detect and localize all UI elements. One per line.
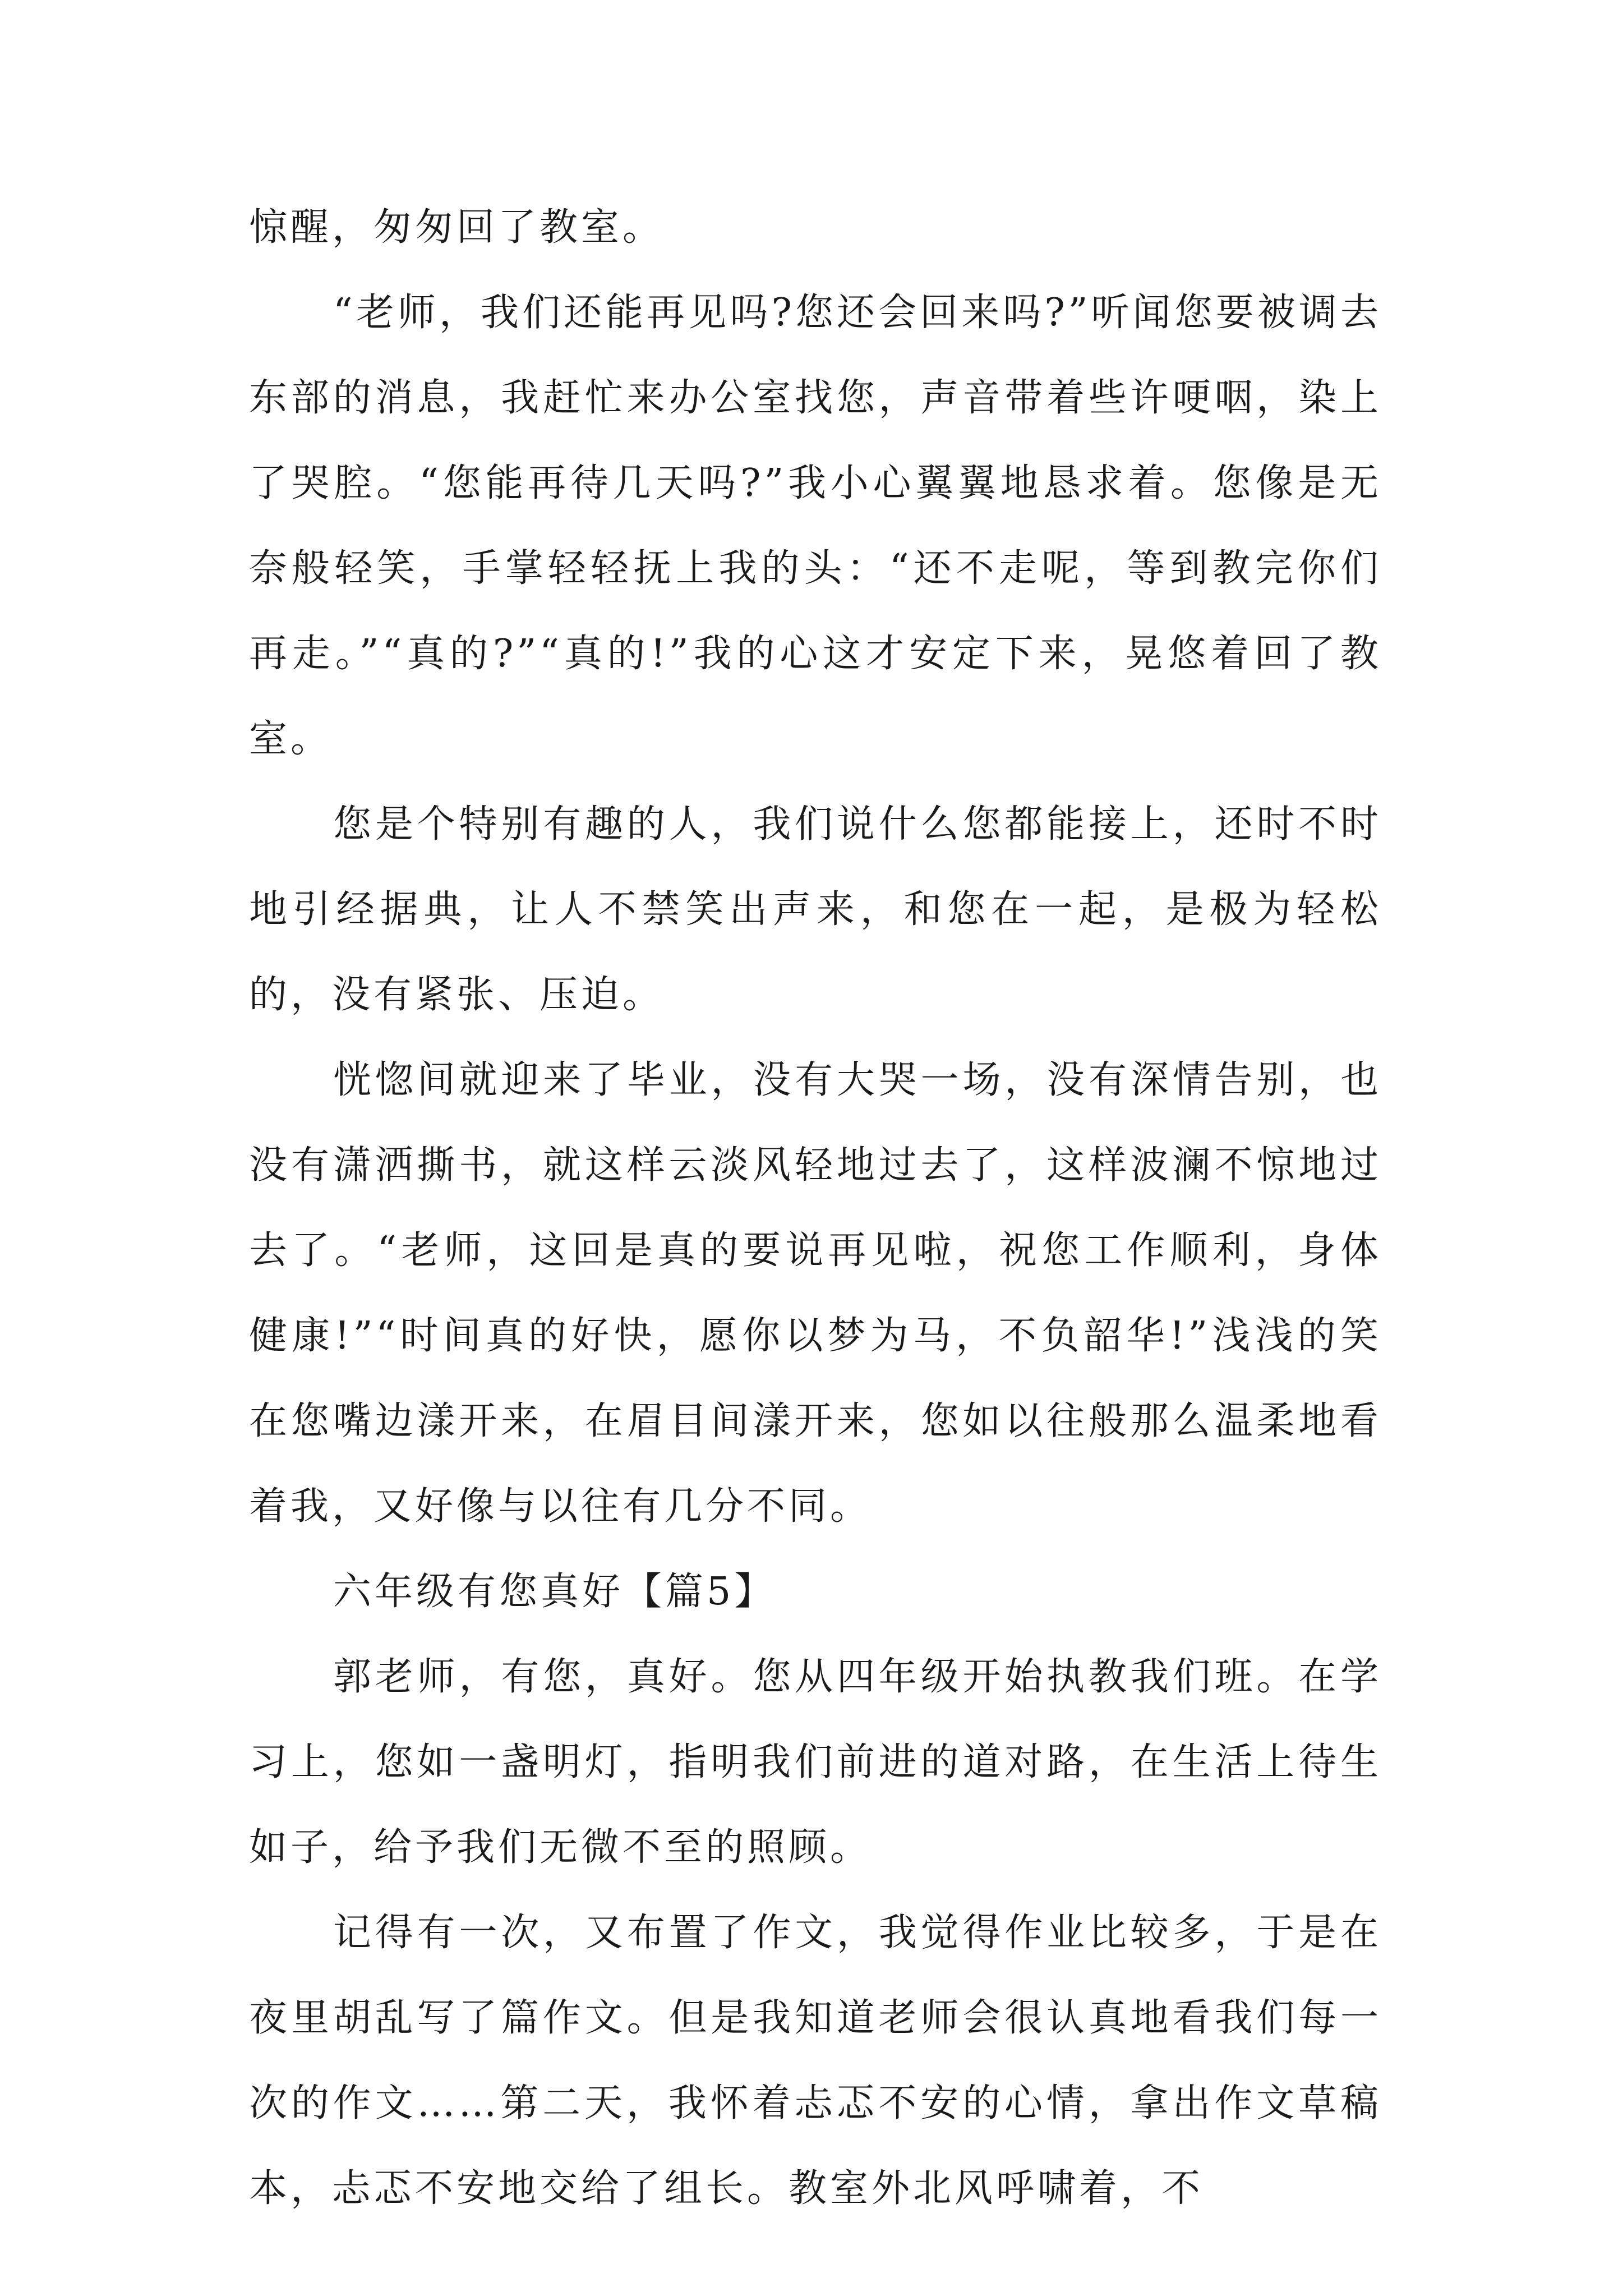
paragraph: “老师，我们还能再见吗?您还会回来吗?”听闻您要被调去东部的消息，我赶忙来办公室找您，声音带着些许哽咽，染上了哭腔。“您能再待几天吗?”我小心翼翼地恳求着。您像是无奈般轻笑，手掌轻轻抚上我的头：“还不走呢，等到教完你们再走。”“真的?”“真的!”我的心这才安定下来，晃悠着回了教室。: [249, 291, 1382, 761]
paragraph: 记得有一次，又布置了作文，我觉得作业比较多，于是在夜里胡乱写了篇作文。但是我知道老师会很认真地看我们每一次的作文……第二天，我怀着忐忑不安的心情，拿出作文草稿本，忐忑不安地交给了组长。教室外北风呼啸着，不: [249, 1911, 1382, 2211]
paragraph: 恍惚间就迎来了毕业，没有大哭一场，没有深情告别，也没有潇洒撕书，就这样云淡风轻地过去了，这样波澜不惊地过去了。“老师，这回是真的要说再见啦，祝您工作顺利，身体健康!”“时间真的好快，愿你以梦为马，不负韶华!”浅浅的笑在您嘴边漾开来，在眉目间漾开来，您如以往般那么温柔地看着我，又好像与以往有几分不同。: [249, 1058, 1382, 1529]
document-body: [249, 185, 1382, 2231]
section-heading: 六年级有您真好【篇5】: [333, 1570, 776, 1614]
paragraph-continuation: 惊醒，匆匆回了教室。: [249, 205, 665, 250]
paragraph: 您是个特别有趣的人，我们说什么您都能接上，还时不时地引经据典，让人不禁笑出声来，和您在一起，是极为轻松的，没有紧张、压迫。: [249, 802, 1382, 1017]
paragraph: 郭老师，有您，真好。您从四年级开始执教我们班。在学习上，您如一盏明灯，指明我们前进的道对路，在生活上待生如子，给予我们无微不至的照顾。: [249, 1655, 1382, 1870]
